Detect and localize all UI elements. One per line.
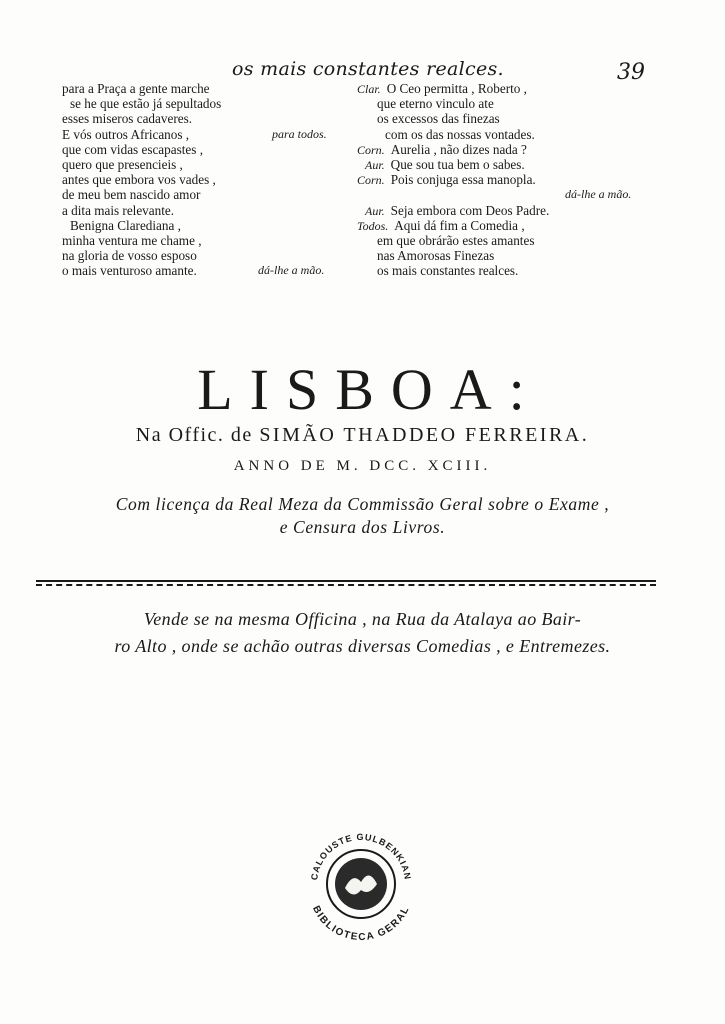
verse-text: quero que presencieis , — [62, 156, 183, 172]
verse-line — [357, 172, 677, 187]
verse-line — [357, 248, 677, 263]
verse-text: nas Amorosas Finezas — [377, 248, 495, 264]
verse-text: a dita mais relevante. — [62, 202, 175, 218]
license-block — [0, 493, 725, 539]
verse-line — [62, 127, 362, 142]
left-verse-column — [62, 81, 362, 278]
sale-line: Vende se na mesma Officina , na Rua da Atalaya ao Bair- — [143, 609, 582, 629]
verse-text: antes que embora vos vades , — [62, 172, 216, 188]
speaker-label: Clar. — [357, 82, 381, 96]
verse-line — [62, 248, 362, 263]
stamp-top-text: CALOUSTE GULBENKIAN — [309, 831, 413, 881]
speaker-label: Todos. — [357, 218, 389, 233]
verse-line — [357, 233, 677, 248]
verse-line — [62, 203, 362, 218]
verse-line — [357, 187, 677, 202]
verse-line — [62, 172, 362, 187]
verse-text: que com vidas escapastes , — [62, 141, 203, 157]
verse-line — [357, 263, 677, 278]
verse-text: para a Praça a gente marche — [62, 81, 210, 96]
right-verse-column — [357, 81, 677, 278]
speaker-label: Aur. — [365, 203, 385, 218]
verse-text: o mais venturoso amante. — [62, 263, 197, 279]
catchword: os mais constantes realces. — [232, 58, 504, 80]
verse-text: Benigna Clarediana , — [70, 217, 181, 233]
license-line: Com licença da Real Meza da Commissão Geral sobre o Exame , — [115, 494, 610, 514]
verse-line — [62, 111, 362, 126]
verse-line — [62, 263, 362, 278]
stage-direction: dá-lhe a mão. — [258, 263, 325, 278]
speaker-label: Corn. — [357, 142, 385, 157]
stage-direction: dá-lhe a mão. — [565, 187, 632, 202]
speaker-label: Corn. — [357, 173, 385, 188]
verse-line — [357, 81, 677, 96]
verse-line — [62, 218, 362, 233]
printer-name: SIMÃO THADDEO FERREIRA. — [259, 424, 590, 446]
library-stamp — [301, 824, 421, 944]
printer-line — [0, 424, 725, 447]
verse-text: Seja embora com Deos Padre. — [390, 202, 550, 218]
page-number: 39 — [617, 60, 645, 85]
printer-prefix: Na Offic. de — [135, 424, 253, 446]
ornamental-rule — [36, 580, 656, 586]
verse-line — [62, 157, 362, 172]
verse-line — [357, 96, 677, 111]
verse-text: Aqui dá fim a Comedia , — [394, 217, 525, 233]
svg-text:BIBLIOTECA GERAL — [310, 904, 412, 943]
verse-text: Pois conjuga essa manopla. — [390, 172, 536, 188]
sale-line: ro Alto , onde se achão outras diversas Comedias , e Entremezes. — [114, 636, 611, 656]
verse-line — [357, 218, 677, 233]
verse-text: O Ceo permitta , Roberto , — [386, 81, 527, 96]
publication-year: ANNO DE M. DCC. XCIII. — [233, 458, 492, 474]
verse-line — [62, 142, 362, 157]
verse-text: que eterno vinculo ate — [377, 96, 494, 112]
verse-line — [357, 142, 677, 157]
verse-text: esses miseros cadaveres. — [62, 111, 192, 127]
verse-text: E vós outros Africanos , — [62, 126, 190, 142]
verse-line — [357, 203, 677, 218]
verse-text: Aurelia , não dizes nada ? — [390, 141, 527, 157]
verse-text: os mais constantes realces. — [377, 263, 519, 279]
verse-line — [62, 187, 362, 202]
verse-text: de meu bem nascido amor — [62, 187, 201, 203]
verse-line — [357, 157, 677, 172]
stage-direction: para todos. — [272, 126, 327, 141]
verse-line — [357, 127, 677, 142]
verse-text: em que obrárão estes amantes — [377, 232, 535, 248]
verse-line — [62, 233, 362, 248]
verse-text: com os das nossas vontades. — [385, 126, 535, 142]
verse-line — [62, 96, 362, 111]
verse-text: se he que estão já sepultados — [70, 96, 222, 112]
verse-text: na gloria de vosso esposo — [62, 248, 197, 264]
verse-text: os excessos das finezas — [377, 111, 500, 127]
verse-text: minha ventura me chame , — [62, 232, 202, 248]
verse-line — [62, 81, 362, 96]
verse-line — [357, 111, 677, 126]
verse-text: Que sou tua bem o sabes. — [390, 156, 525, 172]
license-line: e Censura dos Livros. — [279, 517, 446, 537]
city-title: LISBOA: — [197, 357, 542, 422]
sale-notice — [0, 606, 725, 660]
stamp-bottom-text: BIBLIOTECA GERAL — [310, 904, 412, 944]
speaker-label: Aur. — [365, 157, 385, 172]
